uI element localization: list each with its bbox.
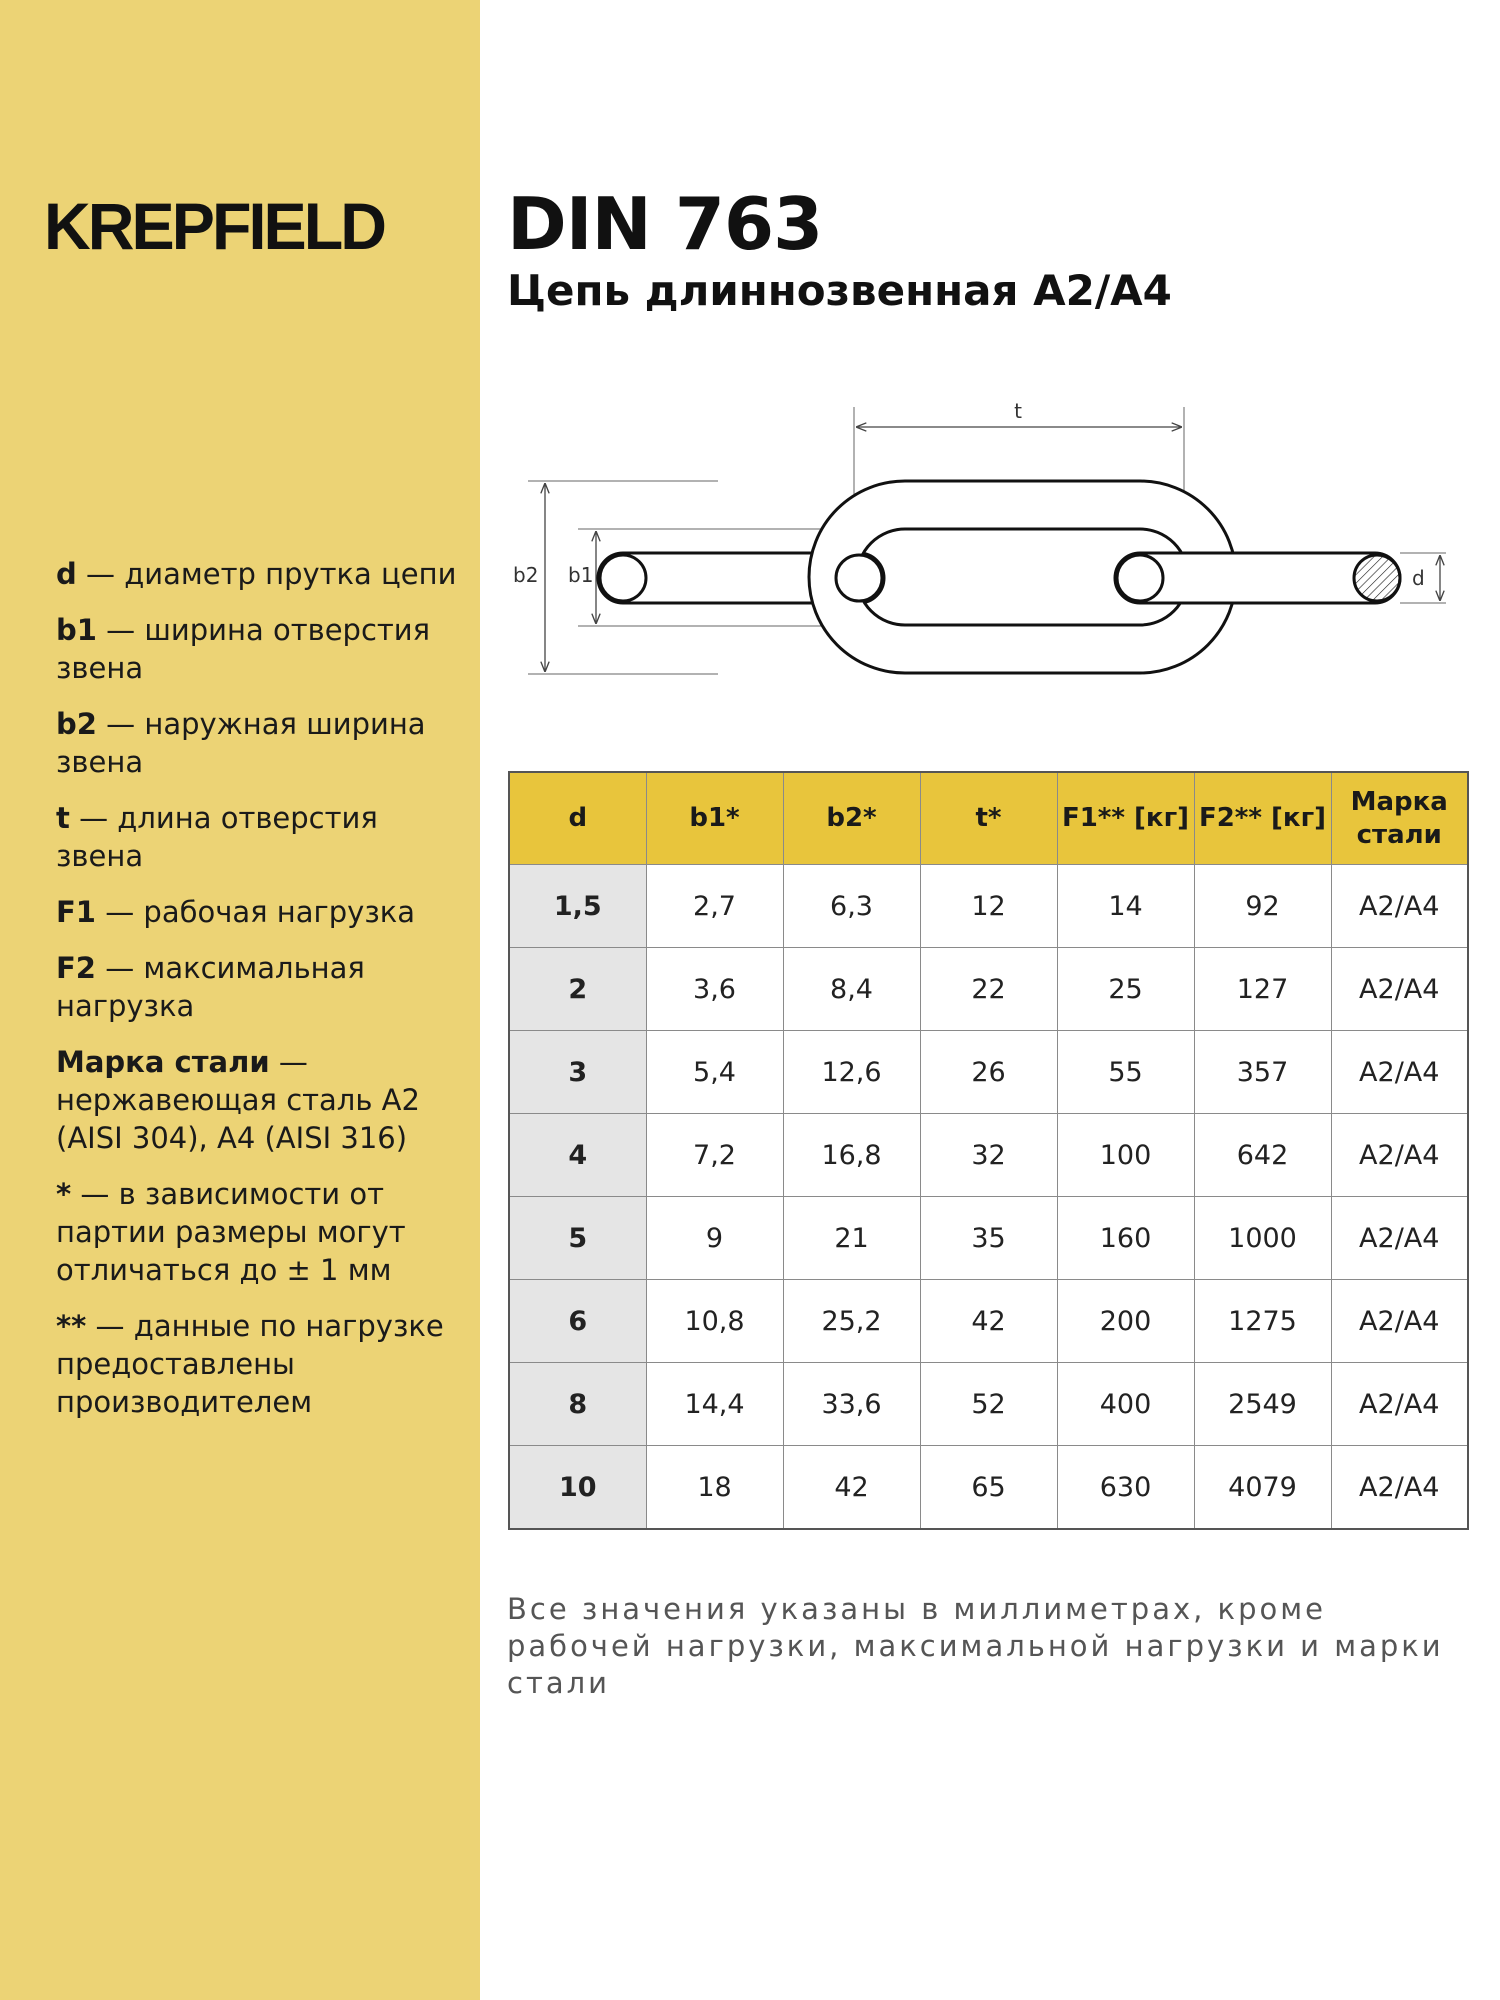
table-cell: 92	[1194, 865, 1331, 948]
table-cell: 14,4	[646, 1363, 783, 1446]
table-cell: 6	[509, 1280, 646, 1363]
table-cell: 127	[1194, 948, 1331, 1031]
legend-item-b2: b2 — наружная ширина звена	[56, 707, 426, 779]
page-title: DIN 763	[507, 182, 823, 266]
table-cell: 1000	[1194, 1197, 1331, 1280]
table-row	[509, 865, 1468, 948]
table-cell: 3	[509, 1031, 646, 1114]
table-cell: A2/A4	[1331, 865, 1468, 948]
chain-link-diagram	[500, 395, 1460, 685]
table-row	[509, 1280, 1468, 1363]
legend-item-steel-grade: Марка стали — нержавеющая сталь A2 (AISI 304), A4 (AISI 316)	[56, 1045, 420, 1155]
col-header-t: t*	[920, 772, 1057, 865]
table-cell: 2549	[1194, 1363, 1331, 1446]
table-cell: 5,4	[646, 1031, 783, 1114]
table-cell: 6,3	[783, 865, 920, 948]
table-cell: 12,6	[783, 1031, 920, 1114]
table-cell: 9	[646, 1197, 783, 1280]
legend	[56, 555, 466, 1439]
label-t: t	[1014, 399, 1022, 423]
page-subtitle: Цепь длиннозвенная A2/A4	[507, 266, 1172, 315]
legend-item-f1: F1 — рабочая нагрузка	[56, 895, 416, 929]
table-cell: 1275	[1194, 1280, 1331, 1363]
table-cell: A2/A4	[1331, 1197, 1468, 1280]
col-header-d: d	[509, 772, 646, 865]
legend-item-double-asterisk: ** — данные по нагрузке предоставлены производителем	[56, 1309, 444, 1419]
table-cell: 1,5	[509, 865, 646, 948]
rod-cross-section	[1354, 555, 1400, 601]
table-cell: 7,2	[646, 1114, 783, 1197]
table-cell: 3,6	[646, 948, 783, 1031]
table-cell: 35	[920, 1197, 1057, 1280]
table-cell: 52	[920, 1363, 1057, 1446]
table-cell: 32	[920, 1114, 1057, 1197]
table-cell: A2/A4	[1331, 1031, 1468, 1114]
label-d: d	[1412, 566, 1425, 590]
table-cell: 8,4	[783, 948, 920, 1031]
table-cell: 42	[783, 1446, 920, 1530]
table-cell: 18	[646, 1446, 783, 1530]
col-header-b1: b1*	[646, 772, 783, 865]
legend-item-b1: b1 — ширина отверстия звена	[56, 613, 431, 685]
table-cell: 4079	[1194, 1446, 1331, 1530]
table-cell: 21	[783, 1197, 920, 1280]
table-row	[509, 1197, 1468, 1280]
table-cell: 16,8	[783, 1114, 920, 1197]
legend-item-f2: F2 — максимальная нагрузка	[56, 951, 365, 1023]
legend-item-d: d — диаметр прутка цепи	[56, 557, 457, 591]
table-row	[509, 1363, 1468, 1446]
table-cell: A2/A4	[1331, 1446, 1468, 1530]
table-cell: A2/A4	[1331, 1114, 1468, 1197]
table-cell: 630	[1057, 1446, 1194, 1530]
table-cell: 33,6	[783, 1363, 920, 1446]
table-row	[509, 1114, 1468, 1197]
col-header-steel-grade: Марка стали	[1331, 772, 1468, 865]
table-cell: 10,8	[646, 1280, 783, 1363]
table-cell: 100	[1057, 1114, 1194, 1197]
table-row	[509, 948, 1468, 1031]
table-cell: 12	[920, 865, 1057, 948]
table-cell: 4	[509, 1114, 646, 1197]
table-cell: 55	[1057, 1031, 1194, 1114]
table-cell: 200	[1057, 1280, 1194, 1363]
label-b1: b1	[568, 563, 594, 587]
legend-item-t: t — длина отверстия звена	[56, 801, 378, 873]
table-cell: A2/A4	[1331, 1280, 1468, 1363]
col-header-f2: F2** [кг]	[1194, 772, 1331, 865]
table-cell: A2/A4	[1331, 948, 1468, 1031]
table-cell: 357	[1194, 1031, 1331, 1114]
table-cell: 25	[1057, 948, 1194, 1031]
table-cell: 42	[920, 1280, 1057, 1363]
col-header-f1: F1** [кг]	[1057, 772, 1194, 865]
brand-logo: KREPFIELD	[44, 189, 385, 263]
units-footnote: Все значения указаны в миллиметрах, кроме рабочей нагрузки, максимальной нагрузки и марки стали	[507, 1592, 1444, 1700]
table-cell: 642	[1194, 1114, 1331, 1197]
table-cell: 14	[1057, 865, 1194, 948]
legend-item-single-asterisk: * — в зависимости от партии размеры могут отличаться до ± 1 мм	[56, 1177, 406, 1287]
table-cell: 65	[920, 1446, 1057, 1530]
table-cell: 160	[1057, 1197, 1194, 1280]
table-cell: 8	[509, 1363, 646, 1446]
table-row	[509, 1446, 1468, 1530]
table-cell: 5	[509, 1197, 646, 1280]
table-cell: 400	[1057, 1363, 1194, 1446]
table-header-row	[509, 772, 1468, 865]
sidebar	[0, 0, 480, 2000]
table-cell: 2	[509, 948, 646, 1031]
table-cell: A2/A4	[1331, 1363, 1468, 1446]
table-row	[509, 1031, 1468, 1114]
table-cell: 25,2	[783, 1280, 920, 1363]
col-header-b2: b2*	[783, 772, 920, 865]
table-cell: 22	[920, 948, 1057, 1031]
spec-table	[508, 771, 1469, 1530]
table-cell: 10	[509, 1446, 646, 1530]
table-cell: 2,7	[646, 865, 783, 948]
table-cell: 26	[920, 1031, 1057, 1114]
label-b2: b2	[513, 563, 539, 587]
